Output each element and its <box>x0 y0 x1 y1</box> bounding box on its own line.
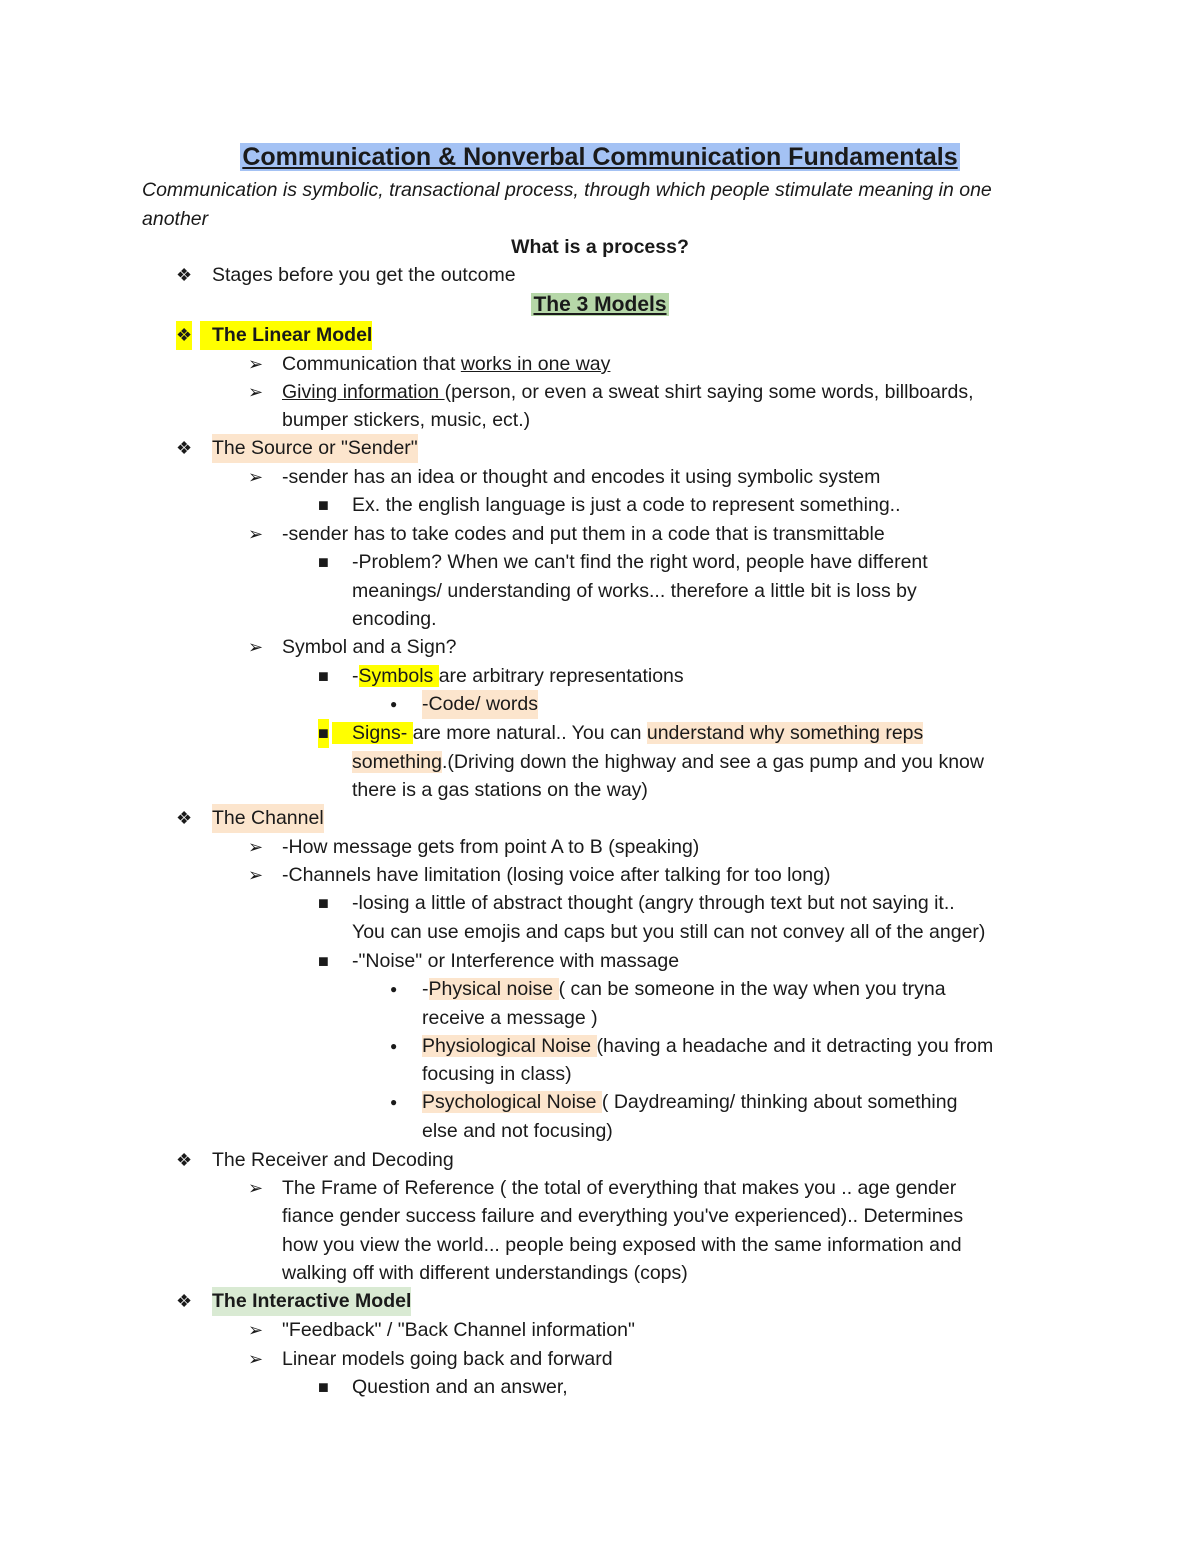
square-bullet-icon: ■ <box>318 951 329 971</box>
channel-item-1: -How message gets from point A to B (speaking) <box>282 836 700 858</box>
source-item-2-sub-cont: encoding. <box>352 608 437 630</box>
physical-noise-item-cont: receive a message ) <box>422 1007 598 1029</box>
arrow-bullet-icon: ➢ <box>248 524 264 544</box>
diamond-bullet-icon: ❖ <box>176 438 193 458</box>
interactive-item-2: Linear models going back and forward <box>282 1348 613 1370</box>
source-heading: The Source or "Sender" <box>212 434 418 463</box>
physiological-noise-item-cont: focusing in class) <box>422 1063 572 1085</box>
dot-bullet-icon: ● <box>390 1095 398 1109</box>
linear-model-heading: The Linear Model <box>200 321 372 350</box>
arrow-bullet-icon: ➢ <box>248 382 264 402</box>
source-item-1: -sender has an idea or thought and encodes it using symbolic system <box>282 466 881 488</box>
dot-bullet-icon: ● <box>390 1039 398 1053</box>
physical-noise-item: -Physical noise ( can be someone in the way when you tryna <box>422 978 946 1000</box>
arrow-bullet-icon: ➢ <box>248 467 264 487</box>
receiver-item: The Frame of Reference ( the total of everything that makes you .. age gender <box>282 1177 957 1199</box>
models-heading: The 3 Models <box>533 293 667 316</box>
signs-item: Signs- are more natural.. You can understand why something reps <box>332 719 923 748</box>
arrow-bullet-icon: ➢ <box>248 637 264 657</box>
channel-item-2: -Channels have limitation (losing voice after talking for too long) <box>282 864 831 886</box>
interactive-model-heading: The Interactive Model <box>212 1287 411 1316</box>
code-words-item: -Code/ words <box>422 690 538 719</box>
source-item-2-sub-cont: meanings/ understanding of works... therefore a little bit is loss by <box>352 580 917 602</box>
arrow-bullet-icon: ➢ <box>248 354 264 374</box>
intro-paragraph: Communication is symbolic, transactional process, through which people stimulate meaning in one another <box>142 179 992 230</box>
diamond-bullet-icon: ❖ <box>176 321 192 350</box>
arrow-bullet-icon: ➢ <box>248 1320 264 1340</box>
source-item-3: Symbol and a Sign? <box>282 636 457 658</box>
linear-item-2-cont: bumper stickers, music, ect.) <box>282 409 531 431</box>
channel-sub-1-cont: You can use emojis and caps but you still can not convey all of the anger) <box>352 921 986 943</box>
square-bullet-icon: ■ <box>318 893 329 913</box>
interactive-item-1: "Feedback" / "Back Channel information" <box>282 1319 635 1341</box>
diamond-bullet-icon: ❖ <box>176 808 193 828</box>
channel-heading: The Channel <box>212 804 324 833</box>
process-question-heading: What is a process? <box>511 236 689 258</box>
receiver-item-cont: walking off with different understandings (cops) <box>282 1262 688 1284</box>
diamond-bullet-icon: ❖ <box>176 1291 193 1311</box>
channel-sub-2: -"Noise" or Interference with massage <box>352 950 680 972</box>
signs-item-cont: there is a gas stations on the way) <box>352 779 648 801</box>
square-bullet-icon: ■ <box>318 1377 329 1397</box>
physiological-noise-item: Physiological Noise (having a headache and it detracting you from <box>422 1035 994 1057</box>
square-bullet-icon: ■ <box>318 495 329 515</box>
linear-item-2: Giving information (person, or even a sweat shirt saying some words, billboards, <box>282 381 974 403</box>
square-bullet-icon: ■ <box>318 666 329 686</box>
psychological-noise-item-cont: else and not focusing) <box>422 1120 613 1142</box>
arrow-bullet-icon: ➢ <box>248 1349 264 1369</box>
source-item-2: -sender has to take codes and put them in a code that is transmittable <box>282 523 885 545</box>
receiver-heading: The Receiver and Decoding <box>212 1149 454 1171</box>
signs-item-cont: something.(Driving down the highway and see a gas pump and you know <box>352 751 984 773</box>
dot-bullet-icon: ● <box>390 982 398 996</box>
arrow-bullet-icon: ➢ <box>248 865 264 885</box>
diamond-bullet-icon: ❖ <box>176 1150 193 1170</box>
linear-item-1: Communication that works in one way <box>282 353 611 375</box>
psychological-noise-item: Psychological Noise ( Daydreaming/ thinking about something <box>422 1091 958 1113</box>
arrow-bullet-icon: ➢ <box>248 1178 264 1198</box>
symbols-item: -Symbols are arbitrary representations <box>352 665 684 687</box>
document-title: Communication & Nonverbal Communication Fundamentals <box>242 143 958 171</box>
process-item: Stages before you get the outcome <box>212 264 516 286</box>
interactive-sub-1: Question and an answer, <box>352 1376 568 1398</box>
source-item-1-sub: Ex. the english language is just a code to represent something.. <box>352 494 901 516</box>
diamond-bullet-icon: ❖ <box>176 265 193 285</box>
receiver-item-cont: how you view the world... people being exposed with the same information and <box>282 1234 962 1256</box>
arrow-bullet-icon: ➢ <box>248 837 264 857</box>
square-bullet-icon: ■ <box>318 719 329 748</box>
square-bullet-icon: ■ <box>318 552 329 572</box>
channel-sub-1: -losing a little of abstract thought (angry through text but not saying it.. <box>352 892 955 914</box>
receiver-item-cont: fiance gender success failure and everything you've experienced).. Determines <box>282 1205 964 1227</box>
dot-bullet-icon: ● <box>390 697 398 711</box>
source-item-2-sub: -Problem? When we can't find the right word, people have different <box>352 551 928 573</box>
